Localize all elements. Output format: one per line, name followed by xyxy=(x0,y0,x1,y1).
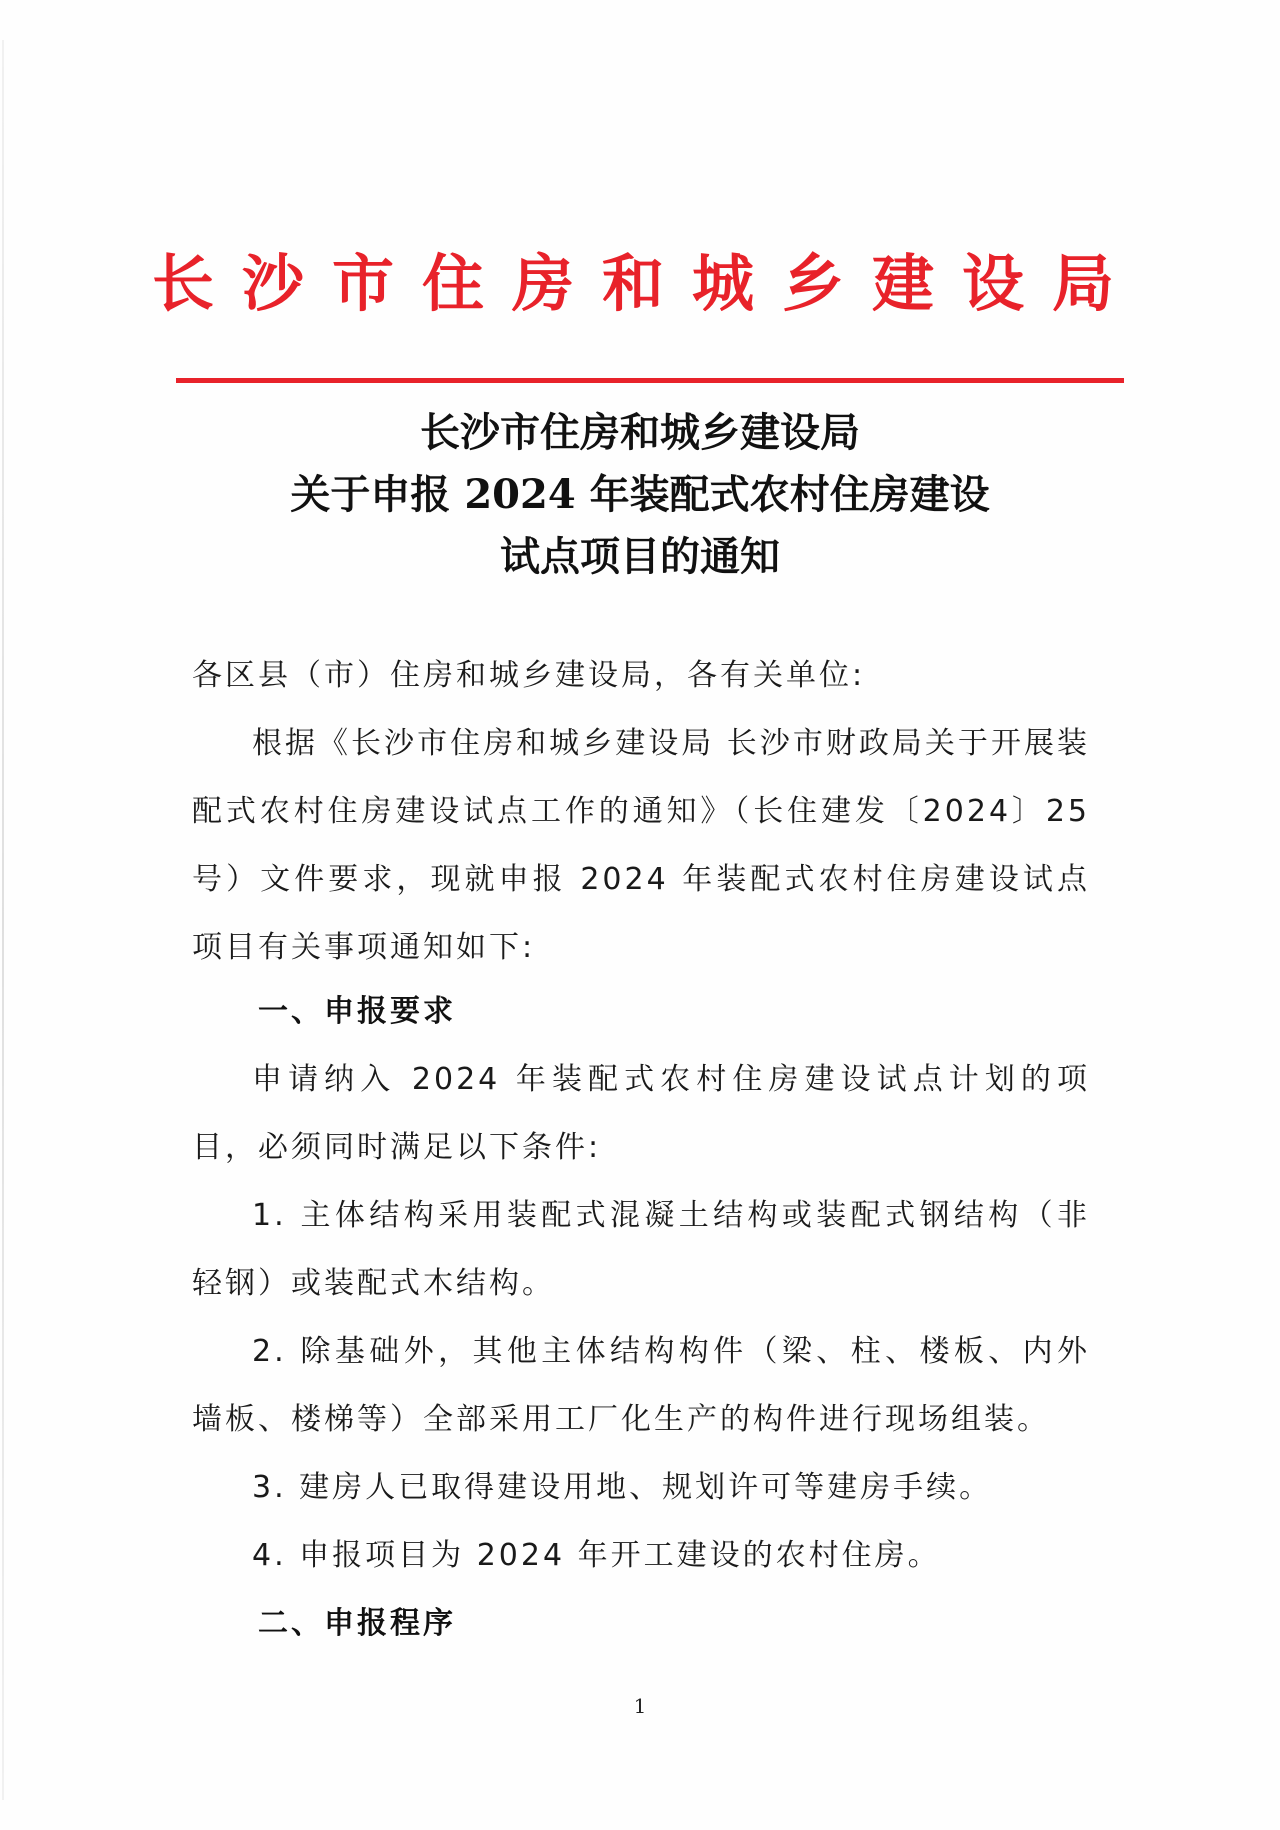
title-line-2: 关于申报 2024 年装配式农村住房建设 xyxy=(290,471,990,518)
title-line-1: 长沙市住房和城乡建设局 xyxy=(420,409,860,456)
section-heading-requirements: 一、申报要求 xyxy=(258,994,456,1029)
organization-letterhead: 长沙市住房和城乡建设局 xyxy=(151,247,1142,320)
salutation: 各区县（市）住房和城乡建设局，各有关单位: xyxy=(192,658,866,693)
section1-intro-paragraph: 申请纳入 2024 年装配式农村住房建设试点计划的项目，必须同时满足以下条件: xyxy=(192,1062,1090,1165)
title-line-3: 试点项目的通知 xyxy=(500,533,780,580)
condition-item: 3. 建房人已取得建设用地、规划许可等建房手续。 xyxy=(252,1470,993,1505)
intro-paragraph: 根据《长沙市住房和城乡建设局 长沙市财政局关于开展装配式农村住房建设试点工作的通知》（长住建发〔2024〕25 号）文件要求，现就申报 2024 年装配式农村住房建设试点项目有关事项通知如下: xyxy=(192,726,1090,965)
section-heading-procedure: 二、申报程序 xyxy=(258,1606,456,1641)
page-number: 1 xyxy=(633,1694,647,1718)
red-divider-line xyxy=(176,378,1124,383)
document-title xyxy=(0,402,1280,588)
condition-item: 4. 申报项目为 2024 年开工建设的农村住房。 xyxy=(252,1538,941,1573)
condition-item: 2. 除基础外，其他主体结构构件（梁、柱、楼板、内外墙板、楼梯等）全部采用工厂化生产的构件进行现场组装。 xyxy=(192,1334,1090,1437)
condition-item: 1. 主体结构采用装配式混凝土结构或装配式钢结构（非轻钢）或装配式木结构。 xyxy=(192,1198,1090,1301)
